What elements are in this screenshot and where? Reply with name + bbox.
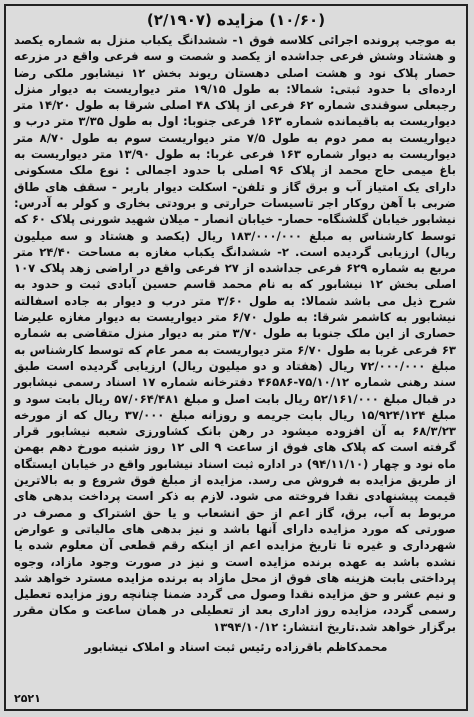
- auction-notice: [4, 4, 468, 711]
- notice-title: (۱۰/۶۰) مزایده (۲/۱۹۰۷): [146, 11, 326, 29]
- notice-signature: محمدکاظم باقرزاده رئیس ثبت اسناد و املاک نیشابور: [84, 639, 388, 654]
- notice-code: ۲۵۲۱: [14, 692, 41, 705]
- notice-body: به موجب پرونده اجرائی کلاسه فوق ۱- ششدانگ یکباب منزل به شماره یکصد و هشتاد وشش فرعی جداشده از یکصد و شصت و سه فرعی واقع در مزرعه حصار پلاک نود و هشت اصلی دهستان ریوند بخش ۱۲ نیشابور ملکی رضا ارده‌ای با حدود ثبتی: شمالا: به طول ۱۹/۱۵ متر دیواریست به دیوار منزل رجبعلی سوقندی شماره ۶۲ فرعی از پلاک ۴۸ اصلی شرقا به طول ۱۴/۲۰ متر دیواریست به باقیمانده شماره ۱۶۳ فرعی جنوبا: اول به طول ۳/۳۵ متر درب و دیواریست به ممر دوم به طول ۷/۵ متر دیواریست سوم به طول ۸/۷۰ متر دیواریست به دیوار شماره ۱۶۳ فرعی غربا: به طول ۱۳/۹۰ متر دیواریست به باغ میمی حاج محمد از پلاک ۹۶ اصلی با حدود اجمالی : نوع ملک مسکونی دارای یک امتیاز آب و برق گاز و تلفن- اسکلت دیوار باربر - سقف های طاق ضربی با آهن روکار اجر تاسیسات حرارتی و برودتی بخاری و کولر به آدرس: نیشابور خیابان گلشنگاه- حصار- خیابان انصار - میلان شهید شورنی پلاک ۶۰ که توسط کارشناس به مبلغ ۱۸۳/۰۰۰/۰۰۰ ریال (یکصد و هشتاد و سه میلیون ریال) ارزیابی گردیده است. ۲- ششدانگ یکباب مغازه به مساحت ۲۴/۴۰ متر مربع به شماره ۶۲۹ فرعی جداشده از ۲۷ فرعی واقع در اراضی زهد پلاک ۱۰۷ اصلی بخش ۱۲ نیشابور که به نام محمد قاسم حسین آبادی ثبت و حدود به شرح ذیل می باشد شمالا: به طول ۳/۶۰ متر درب و دیوار به جاده اسفالته نیشابور به کاشمر شرقا: به طول ۶/۷۰ متر دیواریست به دیوار مغازه علیرضا حصاری از این ملک جنوبا به طول ۳/۷۰ متر به دیوار منزل متقاضی به شماره ۶۳ فرعی غربا به طول ۶/۷۰ متر دیواریست به ممر عام که توسط کارشناس به مبلغ ۷۲/۰۰۰/۰۰۰ ریال (هفتاد و دو میلیون ریال) ارزیابی گردیده است طبق سند رهنی شماره ۷۵/۱۰/۱۲-۴۶۵۸۶ دفترخانه شماره ۱۷ اسناد رسمی نیشابور در قبال مبلغ ۵۲/۱۶۱/۰۰۰ ریال بابت اصل و مبلغ ۵۷/۰۶۴/۴۸۱ ریال بابت سود و مبلغ ۱۵/۹۲۴/۱۲۴ ریال بابت جریمه و روزانه مبلغ ۳۷/۰۰۰ ریال که از مورخه ۶۸/۳/۲۳ به آن افزوده میشود در رهن بانک کشاورزی شعبه نیشابور قرار گرفته است که پلاک های فوق از ساعت ۹ الی ۱۲ روز شنبه مورخ دهم بهمن ماه نود و چهار (۹۴/۱۱/۱۰) در اداره ثبت اسناد نیشابور واقع در خیابان ایستگاه از طریق مزایده به فروش می رسد. مزایده از مبلغ فوق شروع و به بالاترین قیمت پیشنهادی نقدا فروخته می شود. لازم به ذکر است پرداخت بدهی های مربوط به آب، برق، گاز اعم از حق انشعاب و یا حق اشتراک و مصرف در صورتی که مورد مزایده دارای آنها باشد و نیز بدهی های مالیاتی و عوارض شهرداری و غیره تا تاریخ مزایده اعم از اینکه رقم قطعی آن معلوم شده یا نشده باشد به عهده برنده مزایده است و نیز در صورت وجود مازاد، وجوه پرداختی بابت هزینه های فوق از محل مازاد به برنده مزایده مسترد خواهد شد و نیم عشر و حق مزایده نقدا وصول می گردد ضمنا چنانچه روز مزایده تعطیل رسمی گردد، مزایده روز اداری بعد از تعطیلی در همان ساعت و مکان مقرر برگزار خواهد شد.تاریخ انتشار: ۱۳۹۴/۱۰/۱۲: [14, 33, 457, 634]
